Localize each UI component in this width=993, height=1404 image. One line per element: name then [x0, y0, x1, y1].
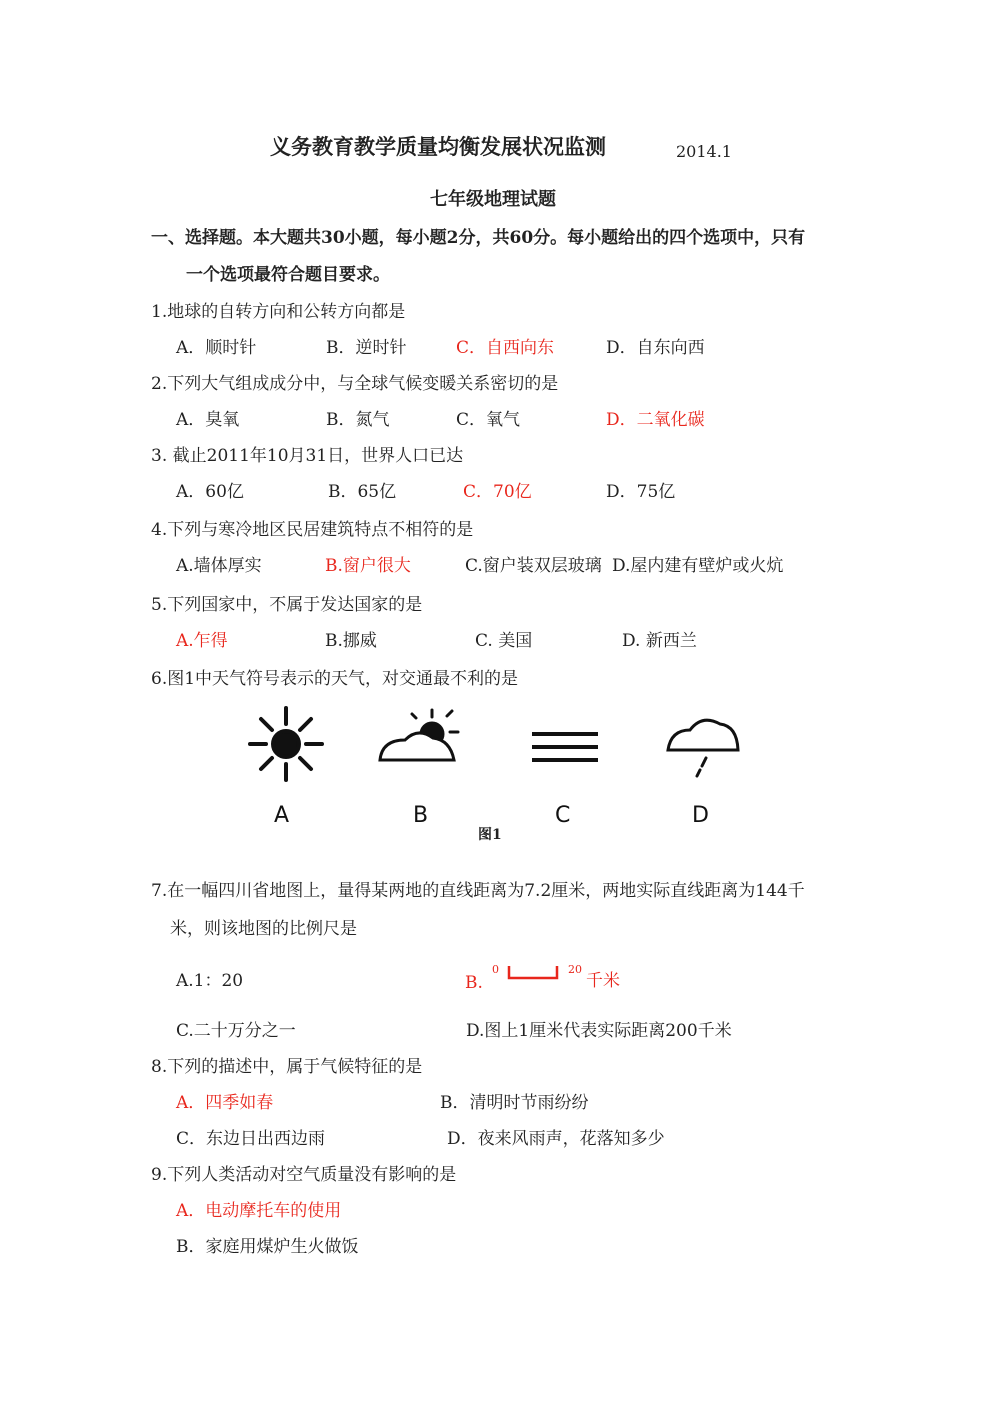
scale-bar-unit: 千米: [586, 971, 620, 991]
section-instruction-line2: 一个选项最符合题目要求。: [186, 265, 390, 285]
question-8-stem: 8.下列的描述中，属于气候特征的是: [151, 1057, 423, 1077]
question-6-stem: 6.图1中天气符号表示的天气，对交通最不利的是: [151, 669, 519, 689]
question-7-option-b-prefix: B.: [465, 973, 483, 993]
scale-bar-icon: [505, 964, 565, 984]
question-3-stem: 3. 截止2011年10月31日，世界人口已达: [151, 446, 464, 466]
question-2-option-d: D．二氧化碳: [606, 410, 705, 430]
question-7-option-d: D.图上1厘米代表实际距离200千米: [466, 1021, 732, 1041]
weather-label-d: D: [692, 803, 709, 828]
exam-date: 2014.1: [676, 142, 732, 161]
question-4-option-d: D.屋内建有壁炉或火炕: [612, 556, 784, 576]
question-8-option-c: C．东边日出西边雨: [176, 1129, 326, 1149]
question-3-option-b: B．65亿: [328, 482, 397, 502]
question-5-option-d: D. 新西兰: [622, 631, 697, 651]
scale-bar-zero: 0: [492, 963, 499, 976]
scale-bar-twenty: 20: [568, 963, 582, 976]
question-7-option-c: C.二十万分之一: [176, 1021, 296, 1041]
question-1-option-b: B．逆时针: [326, 338, 407, 358]
question-1-stem: 1.地球的自转方向和公转方向都是: [151, 302, 406, 322]
question-1-option-c: C．自西向东: [456, 338, 555, 358]
question-7-option-a: A.1：20: [176, 971, 244, 991]
question-1-option-a: A．顺时针: [176, 338, 257, 358]
question-4-option-b: B.窗户很大: [325, 556, 411, 576]
question-2-option-c: C．氧气: [456, 410, 521, 430]
question-9-stem: 9.下列人类活动对空气质量没有影响的是: [151, 1165, 457, 1185]
question-7-stem-line1: 7.在一幅四川省地图上，量得某两地的直线距离为7.2厘米，两地实际直线距离为144千: [151, 881, 805, 901]
weather-label-b: B: [413, 803, 429, 828]
weather-label-a: A: [274, 803, 290, 828]
cloud-rain-icon: [668, 720, 738, 776]
question-8-option-b: B．清明时节雨纷纷: [440, 1093, 589, 1113]
question-8-option-d: D．夜来风雨声，花落知多少: [447, 1129, 665, 1149]
fog-icon: [532, 734, 598, 760]
question-5-option-b: B.挪威: [325, 631, 377, 651]
question-4-stem: 4.下列与寒冷地区民居建筑特点不相符的是: [151, 520, 474, 540]
question-4-option-a: A.墙体厚实: [176, 556, 262, 576]
section-instruction-line1: 一、选择题。本大题共30小题，每小题2分，共60分。每小题给出的四个选项中，只有: [151, 228, 806, 248]
question-2-option-a: A．臭氧: [176, 410, 240, 430]
question-1-option-d: D．自东向西: [606, 338, 705, 358]
question-9-option-b: B．家庭用煤炉生火做饭: [176, 1237, 359, 1257]
partly-cloudy-icon: [380, 710, 458, 760]
question-5-stem: 5.下列国家中，不属于发达国家的是: [151, 595, 423, 615]
sun-icon: [250, 708, 322, 780]
page-subtitle: 七年级地理试题: [430, 189, 556, 210]
question-5-option-c: C. 美国: [475, 631, 533, 651]
figure-caption: 图1: [478, 827, 502, 843]
question-3-option-c: C．70亿: [463, 482, 532, 502]
question-3-option-a: A．60亿: [176, 482, 244, 502]
question-5-option-a: A.乍得: [176, 631, 228, 651]
question-7-stem-line2: 米，则该地图的比例尺是: [170, 919, 357, 939]
question-2-stem: 2.下列大气组成成分中，与全球气候变暖关系密切的是: [151, 374, 559, 394]
question-2-option-b: B．氮气: [326, 410, 390, 430]
question-9-option-a: A．电动摩托车的使用: [176, 1201, 342, 1221]
question-4-option-c: C.窗户装双层玻璃: [465, 556, 602, 576]
question-8-option-a: A．四季如春: [176, 1093, 274, 1113]
weather-label-c: C: [555, 803, 571, 828]
weather-symbols-figure: [240, 700, 760, 790]
question-3-option-d: D．75亿: [606, 482, 676, 502]
page-title: 义务教育教学质量均衡发展状况监测: [270, 134, 606, 159]
